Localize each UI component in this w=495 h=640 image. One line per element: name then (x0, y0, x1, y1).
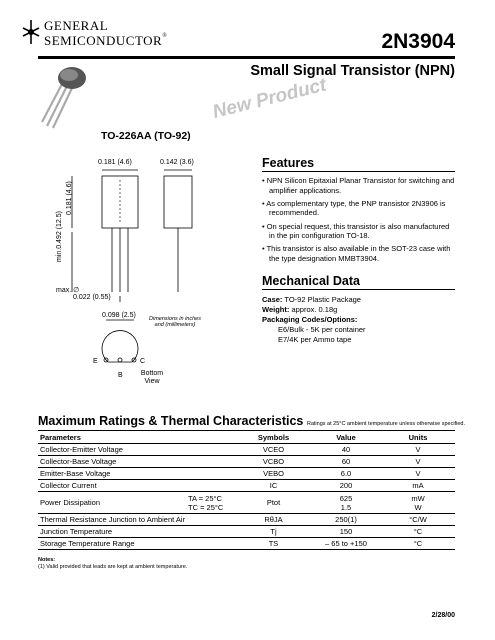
table-row: Storage Temperature Range TS – 65 to +150 °C (38, 538, 455, 550)
bottom-view-label: Bottom View (140, 370, 164, 385)
features-rule (262, 171, 455, 172)
table-row: Collector-Emitter Voltage VCEO 40 V (38, 444, 455, 456)
note-1: (1) Valid provided that leads are kept at ambient temperature. (38, 564, 188, 570)
document-date: 2/28/00 (431, 612, 455, 619)
packaging-label: Packaging Codes/Options: (262, 315, 358, 324)
col-header-units: Units (381, 431, 455, 444)
pin-label-e: E (93, 358, 98, 365)
mechanical-heading: Mechanical Data (262, 274, 360, 288)
table-row: Collector Current IC 200 mA (38, 480, 455, 492)
table-row: Junction Temperature Tj 150 °C (38, 526, 455, 538)
pin-label-b: B (118, 372, 123, 379)
feature-item: • This transistor is also available in the SOT-23 case with the type designation MMBT3904. (262, 244, 451, 263)
dim-body-height: 0.181 (4.6) (66, 181, 73, 215)
notes (38, 557, 187, 571)
dim-lead-dia: 0.022 (0.55) (73, 294, 111, 301)
logo-text-semiconductor: SEMICONDUCTOR® (44, 33, 168, 48)
power-conditions: TA = 25°C TC = 25°C (186, 492, 236, 514)
table-header-row (38, 431, 455, 444)
package-title: TO-226AA (TO-92) (101, 130, 191, 142)
ratings-table (38, 430, 455, 550)
mechanical-details (262, 295, 457, 345)
transistor-photo (36, 60, 96, 130)
features-heading: Features (262, 156, 315, 170)
notes-heading: Notes: (38, 557, 56, 563)
header-rule (38, 56, 455, 59)
table-row: Thermal Resistance Junction to Ambient Air RθJA 250(1) °C/W (38, 514, 455, 526)
table-row-power: Power Dissipation TA = 25°C TC = 25°C Ptot 625 1.5 mW W (38, 492, 455, 514)
dimension-note: Dimensions in inches and (millimeters) (149, 316, 201, 328)
logo-text-general: GENERAL (44, 18, 109, 33)
dim-depth: 0.142 (3.6) (160, 159, 194, 166)
dim-lead-length: min.0.492 (12.5) (56, 211, 63, 262)
table-row: Collector-Base Voltage VCBO 60 V (38, 456, 455, 468)
col-header-value: Value (311, 431, 381, 444)
col-header-parameters: Parameters (38, 431, 236, 444)
weight-line: Weight: approx. 0.18g (262, 305, 338, 314)
feature-item: • As complementary type, the PNP transistor 2N3906 is recommended. (262, 198, 446, 218)
feature-item: • On special request, this transistor is also manufactured in the pin configuration TO-18. (262, 221, 450, 241)
dim-width: 0.181 (4.6) (98, 159, 132, 166)
features-list (262, 176, 457, 267)
feature-item: • NPN Silicon Epitaxial Planar Transistor for switching and amplifier applications. (262, 176, 455, 195)
col-header-symbols: Symbols (236, 431, 311, 444)
new-product-watermark: New Product (210, 74, 329, 124)
packaging-option: E6/Bulk - 5K per container (278, 325, 366, 334)
company-logo-icon (20, 18, 42, 46)
case-line: Case: TO-92 Plastic Package (262, 295, 361, 304)
packaging-option: E7/4K per Ammo tape (278, 335, 352, 344)
table-row: Emitter-Base Voltage VEBO 6.0 V (38, 468, 455, 480)
dim-pitch: 0.098 (2.5) (102, 312, 136, 319)
mechanical-rule (262, 289, 455, 290)
package-outline-drawing (60, 150, 200, 380)
pin-label-c: C (140, 358, 146, 365)
page-subtitle: Small Signal Transistor (NPN) (250, 63, 455, 79)
part-number: 2N3904 (381, 30, 455, 53)
dim-lead-dia-label: max. ∅ (56, 287, 80, 294)
ratings-title: Maximum Ratings & Thermal Characteristics Ratings at 25°C ambient temperature unless otherwise specified. (38, 414, 465, 428)
